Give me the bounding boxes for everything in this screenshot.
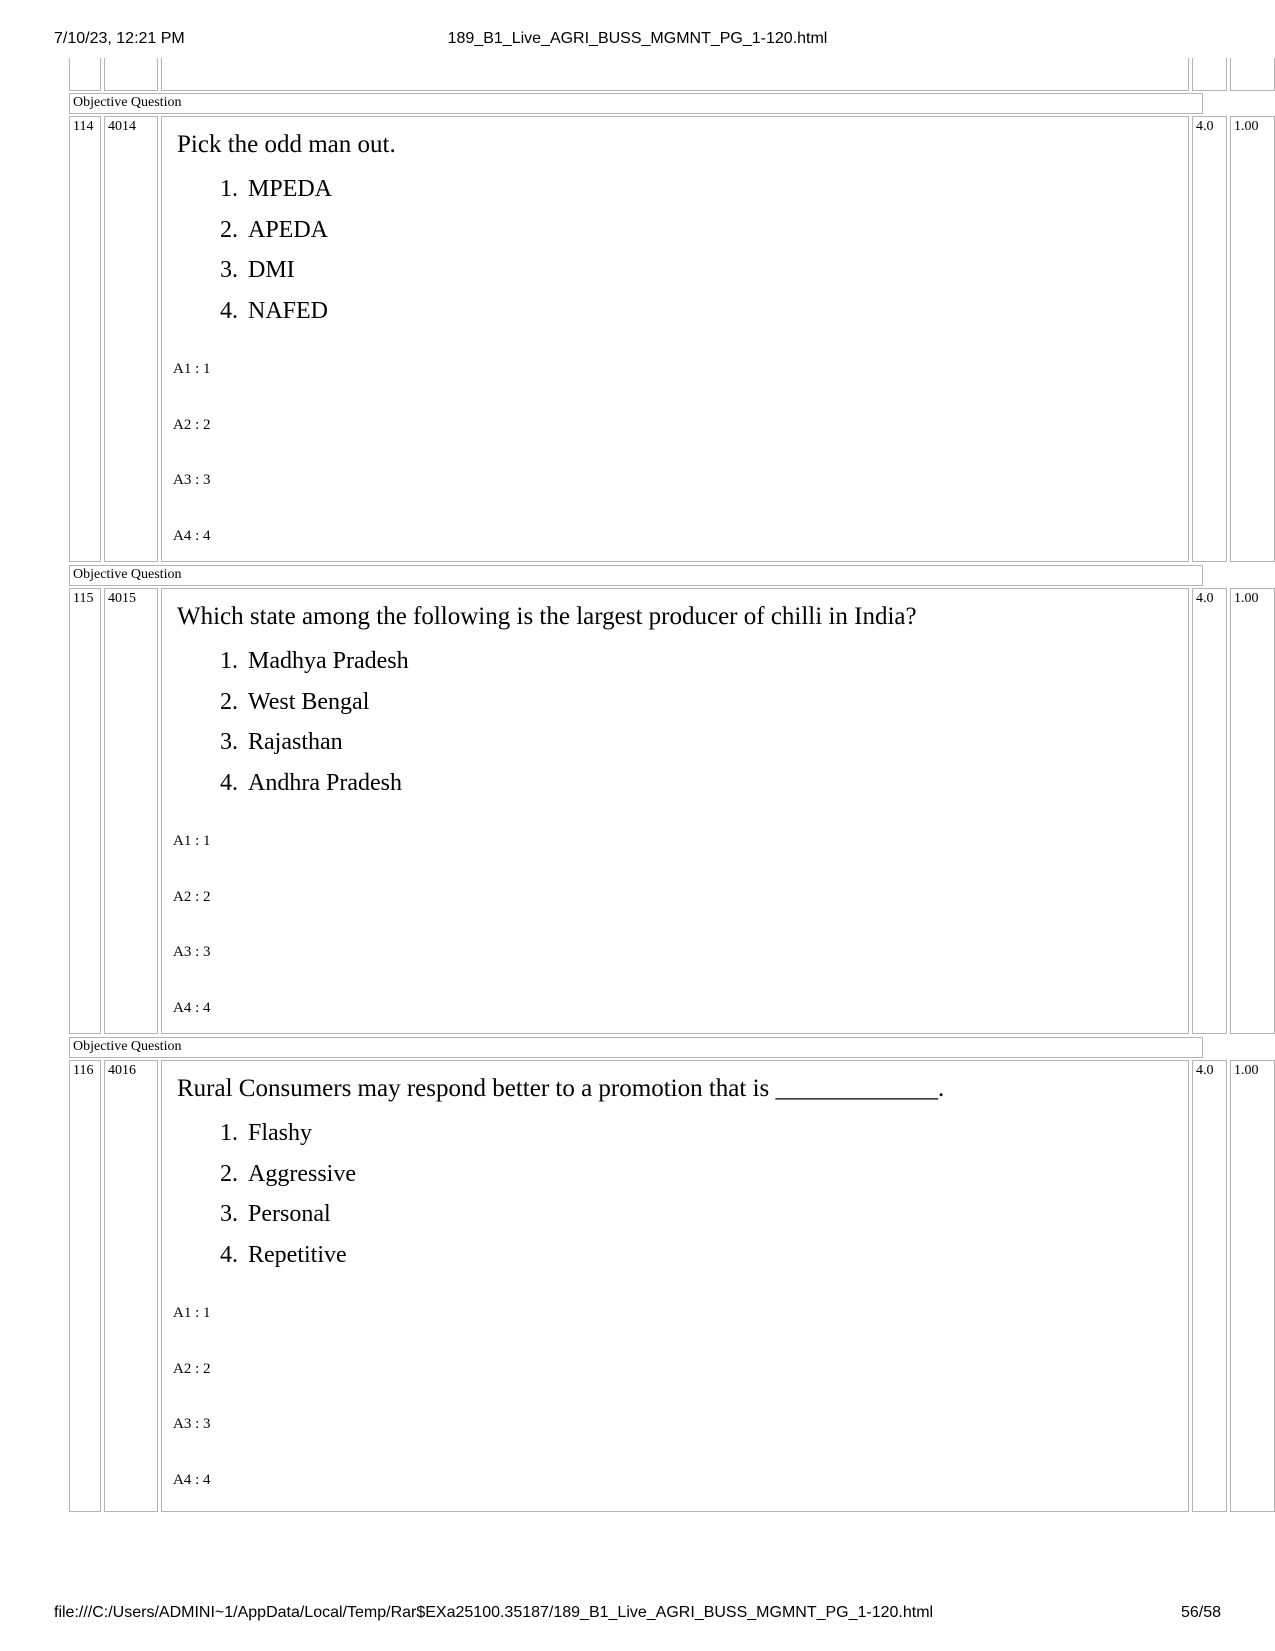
- question-table: [69, 58, 1259, 1515]
- question-row: [69, 1060, 1259, 1512]
- option-number: 2.: [220, 1160, 238, 1187]
- question-row: [69, 116, 1259, 562]
- question-text: Pick the odd man out.: [177, 131, 396, 158]
- option-number: 4.: [220, 1241, 238, 1268]
- option-list: [165, 169, 1185, 331]
- question-row: [69, 588, 1259, 1034]
- question-id: 4016: [104, 1060, 158, 1512]
- option-number: 2.: [220, 688, 238, 715]
- answer-key: A1 : 1: [173, 1305, 211, 1321]
- question-id: 4015: [104, 588, 158, 1034]
- previous-question-tail: [69, 58, 1203, 92]
- option-label: West Bengal: [248, 688, 370, 715]
- option-number: 3.: [220, 257, 238, 283]
- option-number: 3.: [220, 729, 238, 755]
- option-label: Repetitive: [248, 1241, 347, 1268]
- question-body: [161, 588, 1189, 1034]
- answer-key: A3 : 3: [173, 1416, 211, 1432]
- answer-key-list: [165, 1305, 1185, 1527]
- answer-key: A4 : 4: [173, 1471, 211, 1488]
- answer-key-list: [165, 361, 1185, 583]
- option-number: 1.: [220, 1120, 238, 1146]
- option-number: 3.: [220, 1201, 238, 1227]
- section-header: Objective Question: [69, 565, 1203, 586]
- option-item: [165, 291, 1185, 332]
- question-negative-marks: 1.00: [1230, 116, 1275, 562]
- answer-key: A2 : 2: [173, 1360, 211, 1377]
- question-serial: 116: [69, 1060, 101, 1512]
- print-footer: [0, 1604, 1275, 1626]
- option-label: Flashy: [248, 1120, 313, 1146]
- print-header: [0, 30, 1275, 52]
- answer-key: A2 : 2: [173, 416, 211, 433]
- question-text: Rural Consumers may respond better to a promotion that is _____________.: [177, 1075, 945, 1102]
- option-label: Andhra Pradesh: [248, 769, 402, 796]
- print-document-title: 189_B1_Live_AGRI_BUSS_MGMNT_PG_1-120.html: [447, 30, 828, 47]
- question-text: Which state among the following is the largest producer of chilli in India?: [177, 603, 917, 630]
- question-negative-marks: 1.00: [1230, 588, 1275, 1034]
- question-body: [161, 116, 1189, 562]
- answer-key: A2 : 2: [173, 888, 211, 905]
- option-item: [165, 1154, 1185, 1195]
- option-number: 1.: [220, 648, 238, 674]
- option-label: MPEDA: [248, 176, 333, 202]
- option-item: [165, 763, 1185, 804]
- option-number: 1.: [220, 176, 238, 202]
- question-marks: 4.0: [1192, 588, 1227, 1034]
- option-label: DMI: [248, 257, 295, 283]
- section-header: Objective Question: [69, 1037, 1203, 1058]
- option-item: [165, 1113, 1185, 1154]
- answer-key: A1 : 1: [173, 833, 211, 849]
- option-item: [165, 250, 1185, 291]
- answer-key: A1 : 1: [173, 361, 211, 377]
- option-number: 4.: [220, 297, 238, 324]
- option-item: [165, 682, 1185, 723]
- question-body: [161, 1060, 1189, 1512]
- answer-key: A4 : 4: [173, 999, 211, 1016]
- question-marks: 4.0: [1192, 116, 1227, 562]
- question-serial: 115: [69, 588, 101, 1034]
- print-datetime: 7/10/23, 12:21 PM: [54, 30, 185, 47]
- question-id: 4014: [104, 116, 158, 562]
- option-list: [165, 1113, 1185, 1275]
- print-file-path: file:///C:/Users/ADMINI~1/AppData/Local/Temp/Rar$EXa25100.35187/189_B1_Live_AGRI_BUSS_MGMNT_PG_1-120.html: [54, 1604, 934, 1621]
- option-item: [165, 1194, 1185, 1235]
- option-label: Madhya Pradesh: [248, 648, 409, 674]
- option-label: Rajasthan: [248, 729, 343, 755]
- print-page-number: 56/58: [1180, 1604, 1221, 1621]
- option-list: [165, 641, 1185, 803]
- option-item: [165, 641, 1185, 682]
- answer-key: A3 : 3: [173, 472, 211, 488]
- section-header: Objective Question: [69, 93, 1203, 114]
- option-item: [165, 169, 1185, 210]
- option-label: Personal: [248, 1201, 331, 1227]
- option-number: 2.: [220, 216, 238, 243]
- option-label: Aggressive: [248, 1160, 356, 1187]
- question-negative-marks: 1.00: [1230, 1060, 1275, 1512]
- option-item: [165, 1235, 1185, 1276]
- answer-key: A4 : 4: [173, 527, 211, 544]
- option-label: APEDA: [248, 216, 329, 243]
- answer-key: A3 : 3: [173, 944, 211, 960]
- option-item: [165, 722, 1185, 763]
- option-number: 4.: [220, 769, 238, 796]
- question-marks: 4.0: [1192, 1060, 1227, 1512]
- question-serial: 114: [69, 116, 101, 562]
- option-label: NAFED: [248, 297, 329, 324]
- answer-key-list: [165, 833, 1185, 1055]
- option-item: [165, 210, 1185, 251]
